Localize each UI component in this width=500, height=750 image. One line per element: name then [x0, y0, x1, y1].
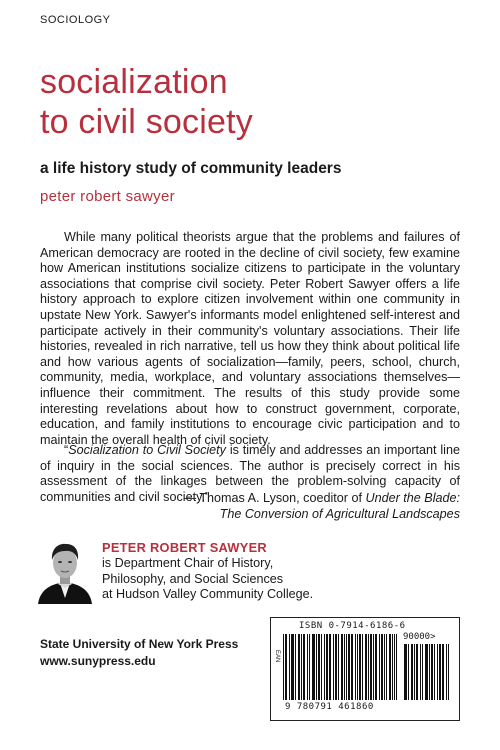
attribution-prefix: — Thomas A. Lyson, coeditor of	[183, 491, 366, 505]
publisher-info	[40, 636, 238, 670]
barcode-digits: 9 780791 461860	[285, 702, 374, 712]
barcode-bars	[283, 634, 397, 700]
barcode-box	[270, 617, 460, 721]
bio-author-name: PETER ROBERT SAWYER	[102, 540, 267, 555]
price-code: 90000>	[403, 632, 436, 642]
book-subtitle: a life history study of community leaders	[40, 160, 342, 177]
attribution-work-line-1: Under the Blade:	[365, 491, 460, 505]
author-name: peter robert sawyer	[40, 188, 175, 205]
publisher-url[interactable]: www.sunypress.edu	[40, 654, 156, 668]
bio-line-3: at Hudson Valley Community College.	[102, 587, 314, 602]
bio-line-1: is Department Chair of History,	[102, 556, 274, 570]
book-title-line-1: socialization	[40, 63, 228, 101]
book-title-line-2: to civil society	[40, 103, 253, 141]
author-photo	[36, 538, 94, 604]
ean-label: EAN	[274, 650, 280, 663]
category-label: SOCIOLOGY	[40, 14, 111, 26]
isbn-label: ISBN 0-7914-6186-6	[299, 621, 406, 631]
endorsement-attribution	[183, 491, 460, 522]
price-barcode-bars	[403, 644, 449, 700]
bio-line-2: Philosophy, and Social Sciences	[102, 571, 284, 586]
book-description: While many political theorists argue that the problems and failures of American democracy are rooted in the decline of civil society, few examine how American institutions socialize citizens to participate in the voluntary associations that comprise civil society. Peter Robert Sawyer offers a life history approach to explore citizen involvement within one community in upstate New York. Sawyer's informants model enlightened self-interest and participate actively in their community's voluntary associations. Their life histories, revealed in rich narrative, tell us how they think about political life and how various agents of socialization—family, peers, school, church, community, media, workplace, and voluntary associations themselves—influence their commitment. The results of this study provide some interesting revelations about how to construct government, corporate, education, and family institutions to encourage civic participation and to maintain the overall health of civil society.	[40, 230, 460, 447]
book-title	[40, 62, 253, 142]
quote-book-title: Socialization to Civil Society	[68, 443, 226, 457]
quote-open-mark: “	[64, 443, 69, 457]
publisher-name: State University of New York Press	[40, 637, 239, 651]
attribution-work-line-2: The Conversion of Agricultural Landscapes	[219, 506, 460, 521]
quote-text: is timely and addresses an important line of inquiry in the social sciences. The author is precisely correct in his assessment of the linkages between the problem-solving capacity of communities and civil society.”	[40, 443, 460, 504]
author-bio	[102, 556, 313, 603]
